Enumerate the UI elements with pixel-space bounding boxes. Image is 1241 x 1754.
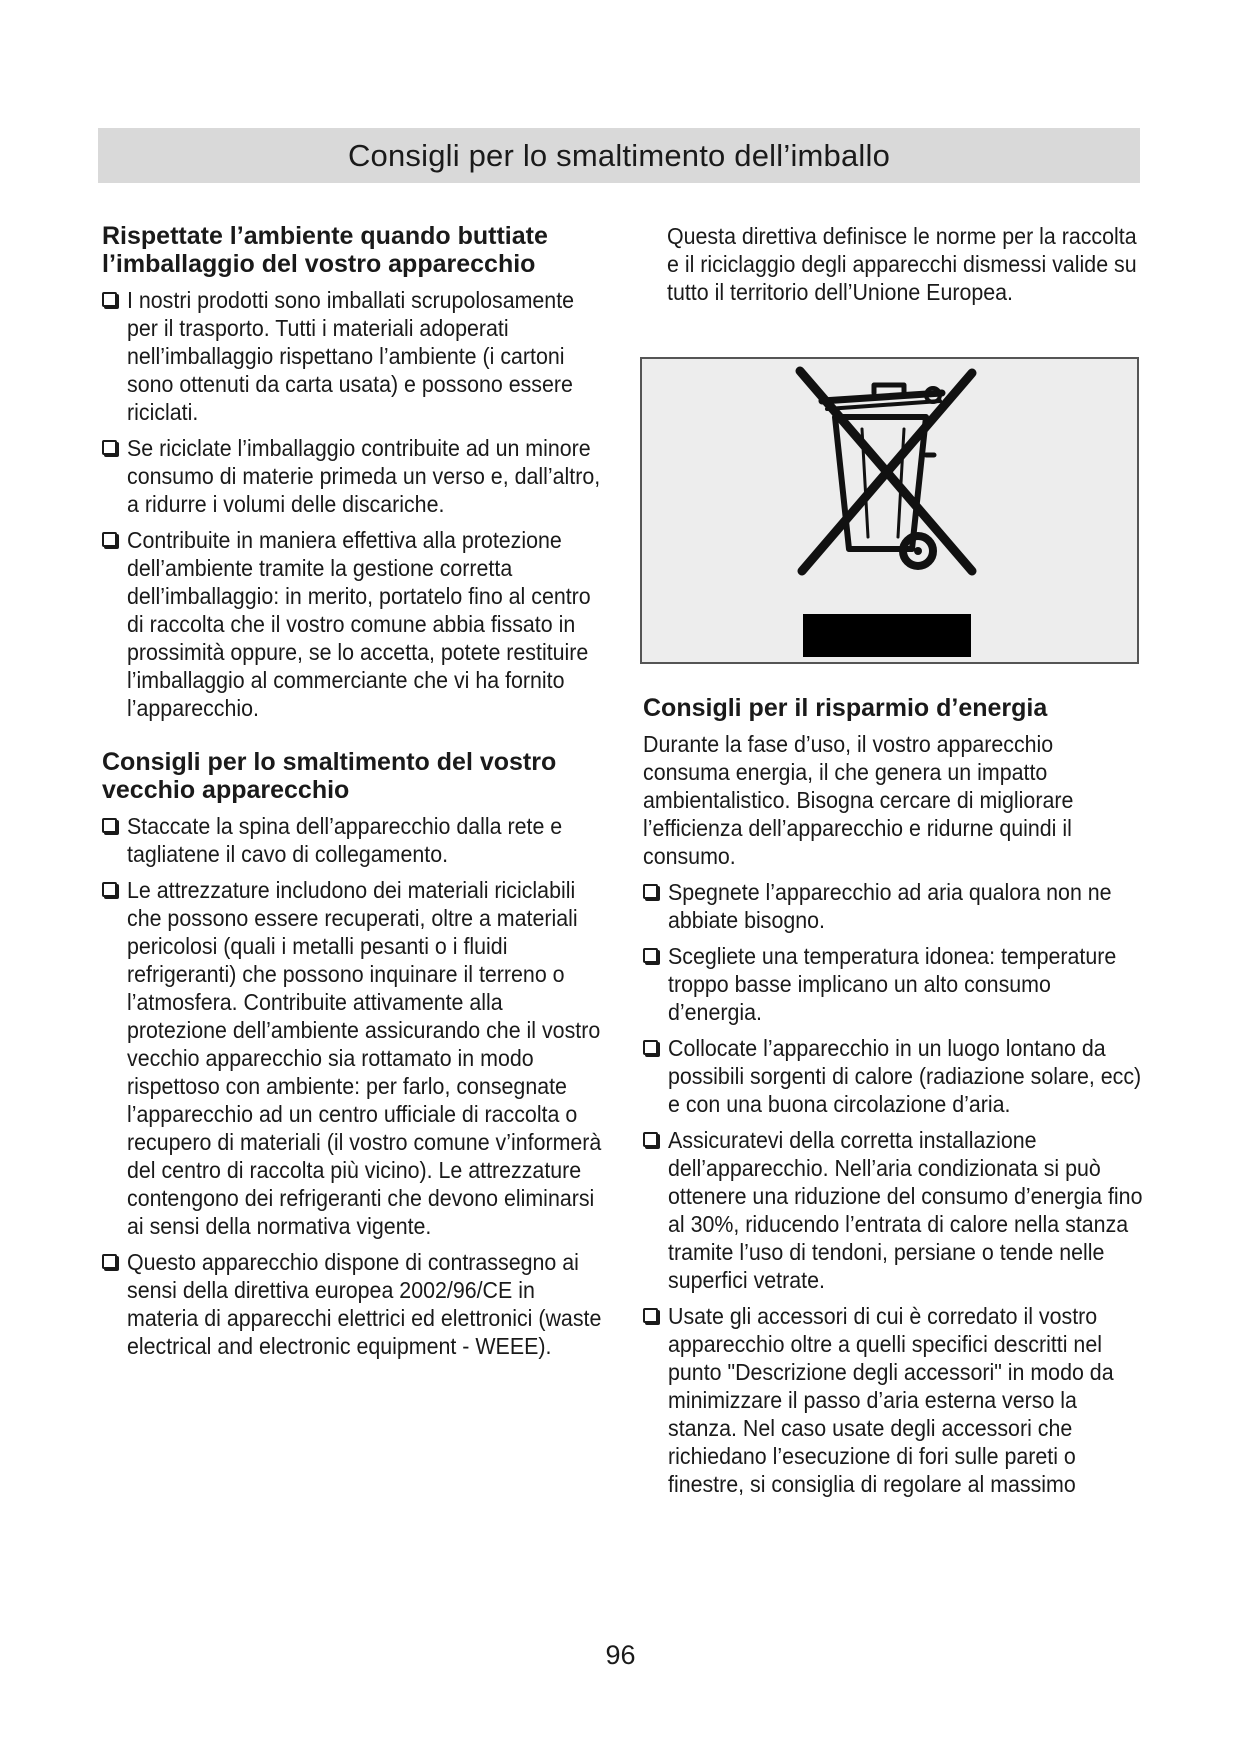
checkbox-bullet-icon bbox=[102, 292, 117, 307]
list-item: Usate gli accessori di cui è corredato il vostro apparecchio oltre a quelli specifici descritti nel punto "Descrizione degli accessori" in modo da minimizzare il passo d’aria esterna verso la stanza. Nel caso usate degli accessori che richiedano l’esecuzione di fori sulle pareti o finestre, si consiglia di regolare al massimo bbox=[643, 1302, 1143, 1498]
checkbox-bullet-icon bbox=[643, 1040, 658, 1055]
directive-paragraph: Questa direttiva definisce le norme per la raccolta e il riciclaggio degli apparecchi dismessi valide su tutto il territorio dell’Unione Europea. bbox=[667, 223, 1137, 305]
checkbox-bullet-icon bbox=[643, 948, 658, 963]
checkbox-bullet-icon bbox=[102, 440, 117, 455]
list-item: Se riciclate l’imballaggio contribuite ad un minore consumo di materie primeda un verso e, dall’altro, a ridurre i volumi delle discariche. bbox=[102, 434, 602, 518]
list-item: Questo apparecchio dispone di contrassegno ai sensi della direttiva europea 2002/96/CE in materia di apparecchi elettrici ed elettronici (waste electrical and electronic equipment - WEEE). bbox=[102, 1248, 602, 1360]
right-intro bbox=[667, 222, 1137, 306]
list-item: Assicuratevi della corretta installazione dell’apparecchio. Nell’aria condizionata si può ottenere una riduzione del consumo d’energia fino al 30%, riducendo l’entrata di calore nella stanza tramite l’uso di tendoni, persiane o tende nelle superfici vetrate. bbox=[643, 1126, 1143, 1294]
checkbox-bullet-icon bbox=[643, 1308, 658, 1323]
page-title: Consigli per lo smaltimento dell’imballo bbox=[347, 137, 891, 173]
checkbox-bullet-icon bbox=[102, 882, 117, 897]
heading-old-appliance-disposal: Consigli per lo smaltimento del vostro vecchio apparecchio bbox=[102, 748, 557, 804]
list-item: Le attrezzature includono dei materiali riciclabili che possono essere recuperati, oltre a materiali pericolosi (quali i metalli pesanti o i fluidi refrigeranti) che possono inquinare il terreno o l’atmosfera. Contribuite attivamente alla protezione dell’ambiente assicurando che il vostro vecchio apparecchio sia rottamato in modo rispettoso con ambiente: per farlo, consegnate l’apparecchio ad un centro ufficiale di raccolta o recupero di materiali (il vostro comune v’informerà del centro di raccolta più vicino). Le attrezzature contengono dei refrigeranti che devono eliminarsi ai sensi della normativa vigente. bbox=[102, 876, 602, 1240]
list-item: Scegliete una temperatura idonea: temperature troppo basse implicano un alto consumo d’energia. bbox=[643, 942, 1143, 1026]
heading-energy-saving: Consigli per il risparmio d’energia bbox=[643, 694, 1048, 722]
checkbox-bullet-icon bbox=[102, 1254, 117, 1269]
black-bar bbox=[803, 614, 971, 657]
page-number: 96 bbox=[605, 1640, 636, 1670]
heading-packaging-disposal: Rispettate l’ambiente quando buttiate l’imballaggio del vostro apparecchio bbox=[102, 222, 548, 278]
checkbox-bullet-icon bbox=[102, 532, 117, 547]
list-item: I nostri prodotti sono imballati scrupolosamente per il trasporto. Tutti i materiali adoperati nell’imballaggio rispettano l’ambiente (i cartoni sono ottenuti da carta usata) e possono essere riciclati. bbox=[102, 286, 602, 426]
section-banner bbox=[98, 128, 1140, 183]
list-item: Contribuite in maniera effettiva alla protezione dell’ambiente tramite la gestione corretta dell’imballaggio: in merito, portatelo fino al centro di raccolta che il vostro comune abbia fissato in prossimità oppure, se lo accetta, potete restituire l’imballaggio al commerciante che vi ha fornito l’apparecchio. bbox=[102, 526, 602, 722]
weee-symbol-frame bbox=[640, 357, 1139, 664]
list-item: Collocate l’apparecchio in un luogo lontano da possibili sorgenti di calore (radiazione solare, ecc) e con una buona circolazione d’aria. bbox=[643, 1034, 1143, 1118]
energy-intro-paragraph: Durante la fase d’uso, il vostro apparecchio consuma energia, il che genera un impatto ambientalistico. Bisogna cercare di migliorare l’efficienza dell’apparecchio e ridurne quindi il consumo. bbox=[643, 731, 1074, 869]
energy-bullet-list bbox=[643, 878, 1143, 1498]
checkbox-bullet-icon bbox=[643, 884, 658, 899]
old-appliance-bullet-list bbox=[102, 812, 602, 1360]
list-item: Staccate la spina dell’apparecchio dalla rete e tagliatene il cavo di collegamento. bbox=[102, 812, 602, 868]
list-item: Spegnete l’apparecchio ad aria qualora non ne abbiate bisogno. bbox=[643, 878, 1143, 934]
left-column bbox=[102, 222, 602, 1368]
right-column-energy bbox=[643, 694, 1143, 1506]
checkbox-bullet-icon bbox=[102, 818, 117, 833]
packaging-bullet-list bbox=[102, 286, 602, 722]
checkbox-bullet-icon bbox=[643, 1132, 658, 1147]
